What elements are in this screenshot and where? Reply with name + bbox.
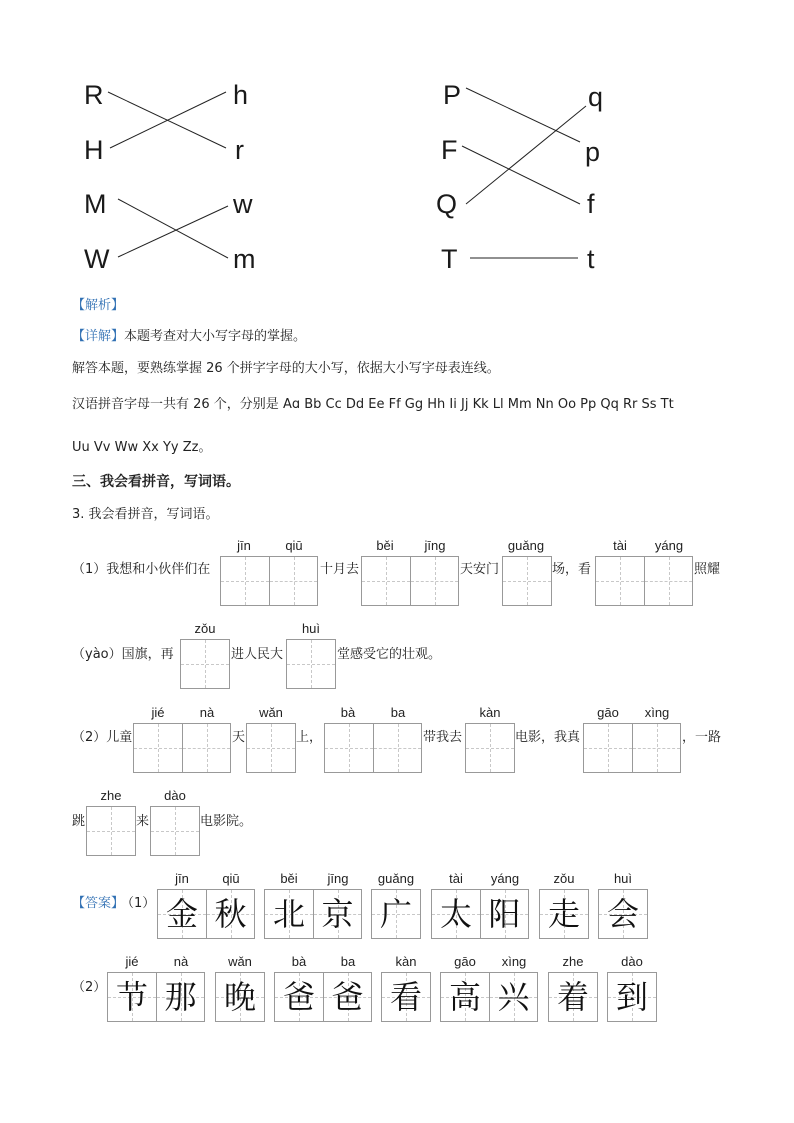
answer-char: 爸	[331, 978, 364, 1016]
q2-text-2: 上，	[296, 730, 323, 745]
upper-letter-W: W	[84, 244, 110, 274]
answer-row1-prefix: （1）	[121, 896, 156, 911]
match-line-Q-q	[466, 106, 586, 204]
answer-row2-prefix: （2）	[72, 980, 107, 995]
matching-lines	[0, 0, 794, 300]
q1-pinyin: běi	[376, 538, 394, 553]
answer-box-beijing[interactable]	[361, 556, 459, 606]
lower-letter-t: t	[587, 244, 595, 274]
answer-box-dao[interactable]	[150, 806, 200, 856]
answer-word-beijing	[264, 889, 362, 939]
q2-text-8: 电影院。	[200, 814, 253, 829]
lower-letter-q: q	[588, 82, 604, 112]
answer-char: 爸	[282, 978, 315, 1016]
analysis-label: 【解析】	[72, 298, 125, 313]
answer-char: 晚	[223, 978, 256, 1016]
q2-text-prefix: （2）儿童	[72, 730, 133, 745]
answer-pinyin: yáng	[490, 871, 520, 886]
q2-pinyin: dào	[164, 788, 186, 803]
answer-label: 【答案】	[72, 896, 125, 911]
answer-char: 会	[606, 895, 639, 933]
answer-pinyin: jīn	[175, 871, 189, 886]
analysis-line-2: 解答本题，要熟练掌握 26 个拼字字母的大小写，依据大小写字母表连线。	[72, 361, 500, 376]
answer-pinyin: wǎn	[228, 954, 252, 969]
q2-pinyin: wǎn	[259, 705, 283, 720]
q1-pinyin: tài	[613, 538, 627, 553]
q2-pinyin: bà	[340, 705, 356, 720]
answer-char: 秋	[214, 895, 247, 933]
answer-word-jinqiu	[157, 889, 255, 939]
q1-pinyin: qiū	[285, 538, 303, 553]
upper-letter-M: M	[84, 189, 107, 219]
answer-char: 北	[272, 895, 305, 933]
lower-letter-f: f	[587, 189, 595, 219]
q1-pinyin: huì	[301, 621, 321, 636]
section-heading: 三、我会看拼音，写词语。	[72, 474, 240, 490]
answer-box-taiyang[interactable]	[595, 556, 693, 606]
q1-text-7: 堂感受它的壮观。	[337, 647, 442, 662]
answer-pinyin: kàn	[395, 954, 417, 969]
q2-pinyin: gāo	[597, 705, 619, 720]
answer-char: 那	[164, 978, 197, 1016]
answer-pinyin: zǒu	[553, 871, 575, 886]
q2-pinyin: kàn	[479, 705, 501, 720]
answer-box-guang[interactable]	[502, 556, 552, 606]
answer-char: 走	[547, 895, 580, 933]
lower-letter-r: r	[235, 135, 244, 165]
answer-pinyin: huì	[613, 871, 633, 886]
q1-pinyin: guǎng	[507, 538, 545, 553]
answer-word-hui	[598, 889, 648, 939]
analysis-detail	[72, 329, 306, 345]
answer-pinyin: dào	[621, 954, 643, 969]
answer-box-gaoxing[interactable]	[583, 723, 681, 773]
answer-pinyin: gāo	[454, 954, 476, 969]
answer-char: 节	[115, 978, 148, 1016]
q2-text-6: 跳	[72, 814, 86, 829]
answer-char: 兴	[497, 978, 530, 1016]
answer-word-baba	[274, 972, 372, 1022]
answer-pinyin: jīng	[327, 871, 349, 886]
answer-pinyin: běi	[280, 871, 298, 886]
answer-word-guang	[371, 889, 421, 939]
detail-label: 【详解】	[72, 329, 125, 344]
answer-pinyin: xìng	[501, 954, 527, 969]
match-line-F-f	[462, 146, 580, 204]
upper-letter-P: P	[443, 80, 462, 110]
answer-box-kan[interactable]	[465, 723, 515, 773]
answer-box-zou[interactable]	[180, 639, 230, 689]
q1-pinyin: yáng	[654, 538, 684, 553]
lower-letter-m: m	[233, 244, 256, 274]
answer-box-zhe[interactable]	[86, 806, 136, 856]
answer-word-wan	[215, 972, 265, 1022]
upper-letter-F: F	[441, 135, 458, 165]
answer-char: 看	[389, 978, 422, 1016]
analysis-line-3: 汉语拼音字母一共有 26 个，分别是 Aɑ Bb Cc Dd Ee Ff Gg Hh Ii Jj Kk Ll Mm Nn Oo Pp Qq Rr Ss Tt	[72, 397, 674, 412]
answer-pinyin: zhe	[562, 954, 584, 969]
answer-box-jinqiu[interactable]	[220, 556, 318, 606]
answer-pinyin: bà	[291, 954, 307, 969]
q1-text-1: 十月去	[320, 562, 360, 577]
answer-word-kan	[381, 972, 431, 1022]
answer-char: 广	[379, 895, 412, 933]
analysis-line-4: Uu Vv Ww Xx Yy Zz。	[72, 440, 212, 455]
answer-pinyin: qiū	[222, 871, 240, 886]
q2-pinyin: xìng	[644, 705, 670, 720]
upper-letter-H: H	[84, 135, 104, 165]
q1-pinyin: jīng	[424, 538, 446, 553]
upper-letter-T: T	[441, 244, 458, 274]
upper-letter-R: R	[84, 80, 104, 110]
answer-pinyin: tài	[449, 871, 463, 886]
answer-word-dao	[607, 972, 657, 1022]
answer-char: 京	[321, 895, 354, 933]
q2-pinyin: ba	[390, 705, 406, 720]
q1-pinyin: jīn	[237, 538, 251, 553]
q2-pinyin: zhe	[100, 788, 122, 803]
match-line-P-p	[466, 88, 580, 142]
lower-letter-p: p	[585, 137, 601, 167]
answer-box-wan[interactable]	[246, 723, 296, 773]
q2-pinyin: nà	[199, 705, 215, 720]
answer-word-jiena	[107, 972, 205, 1022]
answer-word-gaoxing	[440, 972, 538, 1022]
q2-text-4: 电影，我真	[515, 730, 581, 745]
q2-text-7: 来	[136, 814, 150, 829]
answer-pinyin: ba	[340, 954, 356, 969]
answer-word-zhe	[548, 972, 598, 1022]
answer-box-hui[interactable]	[286, 639, 336, 689]
q1-text-3: 场，看	[552, 562, 592, 577]
upper-letter-Q: Q	[436, 189, 458, 219]
lower-letter-w: w	[233, 189, 253, 219]
q2-text-3: 带我去	[423, 730, 463, 745]
q2-text-1: 天	[232, 730, 246, 745]
answer-char: 阳	[488, 895, 521, 933]
question-title: 3. 我会看拼音，写词语。	[72, 507, 219, 522]
q1-text-5: （yào）国旗，再	[72, 647, 174, 662]
answer-word-taiyang	[431, 889, 529, 939]
answer-word-zou	[539, 889, 589, 939]
q2-text-5: ，一路	[682, 730, 722, 745]
q2-pinyin: jié	[151, 705, 165, 720]
answer-pinyin: jié	[125, 954, 139, 969]
answer-pinyin: guǎng	[377, 871, 415, 886]
answer-pinyin: nà	[173, 954, 189, 969]
q1-text-4: 照耀	[694, 562, 721, 577]
answer-char: 太	[439, 895, 472, 933]
answer-box-jiena[interactable]	[133, 723, 231, 773]
detail-text: 本题考查对大小写字母的掌握。	[124, 329, 307, 344]
q1-pinyin: zǒu	[194, 621, 216, 636]
q1-text-6: 进人民大	[231, 647, 284, 662]
answer-box-baba[interactable]	[324, 723, 422, 773]
answer-char: 高	[448, 978, 481, 1016]
q1-text-2: 天安门	[460, 562, 500, 577]
answer-char: 到	[615, 978, 648, 1016]
answer-char: 着	[556, 978, 589, 1016]
lower-letter-h: h	[233, 80, 249, 110]
q1-text-prefix: （1）我想和小伙伴们在	[72, 562, 211, 577]
answer-char: 金	[165, 895, 198, 933]
